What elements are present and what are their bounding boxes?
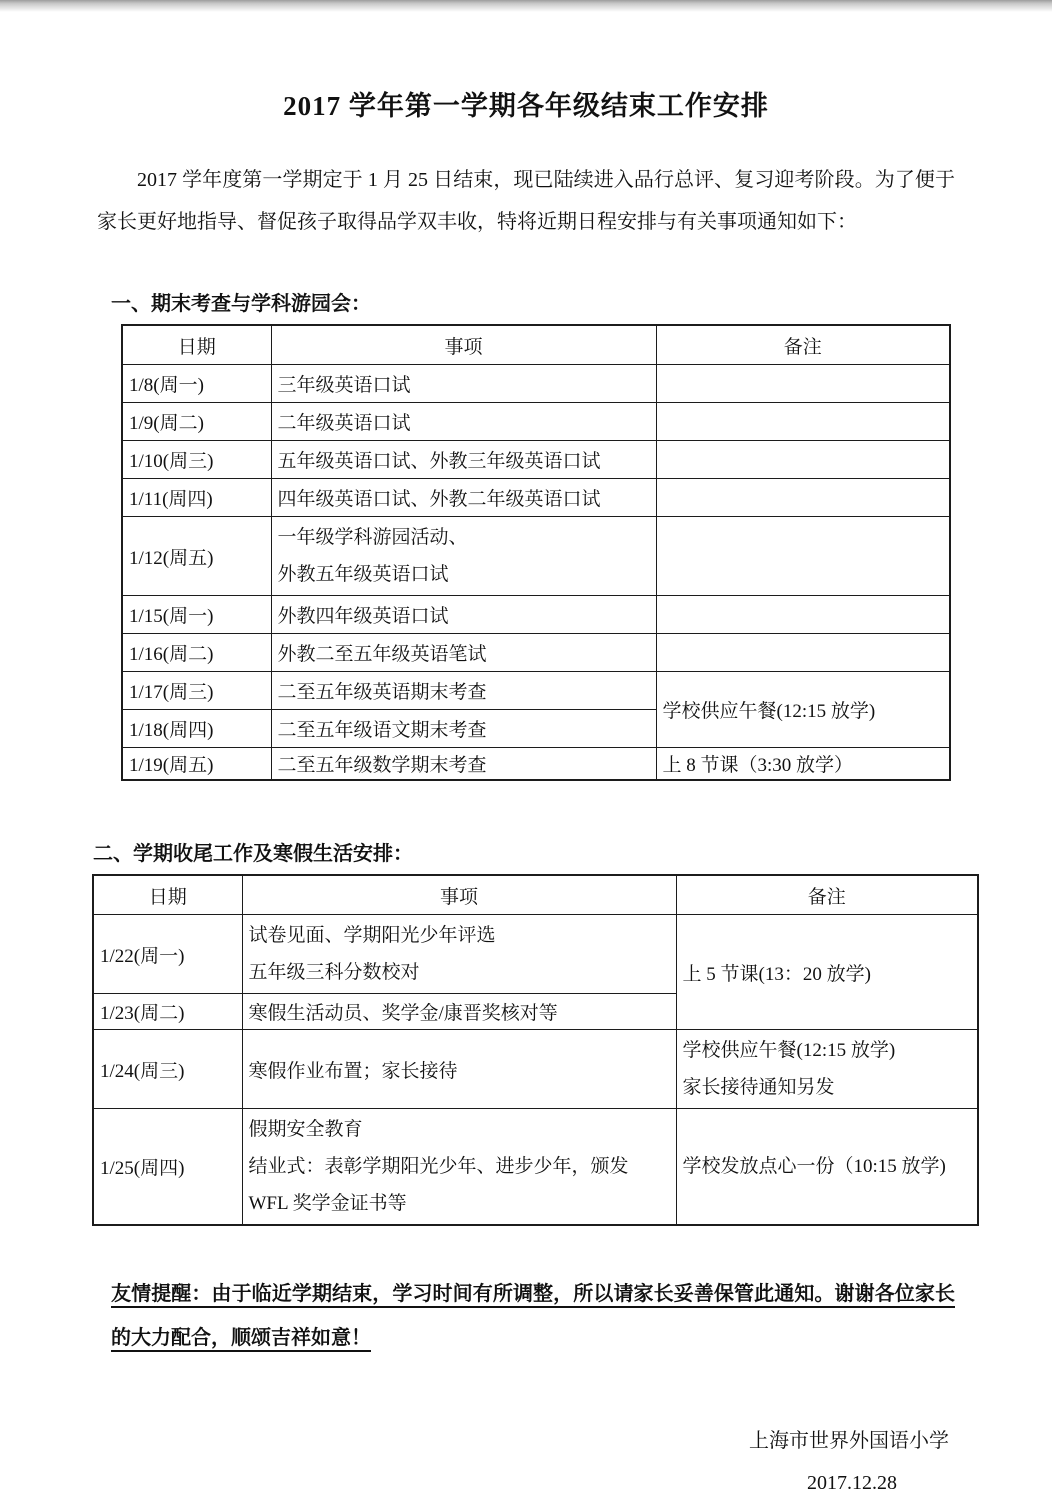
friendly-reminder: 友情提醒：由于临近学期结束，学习时间有所调整，所以请家长妥善保管此通知。谢谢各位家长的大力配合，顺颂吉祥如意！ (111, 1283, 955, 1349)
section2-heading: 二、学期收尾工作及寒假生活安排： (93, 843, 413, 865)
event-cell (242, 915, 676, 994)
event-cell (242, 1109, 676, 1226)
document-title: 2017 学年第一学期各年级结束工作安排 (283, 91, 769, 121)
event-cell: 二至五年级英语期末考查 (271, 672, 656, 710)
signature-block (97, 1426, 955, 1498)
table-row (93, 915, 978, 994)
event-line: 五年级三科分数校对 (248, 962, 420, 983)
note-cell (656, 634, 950, 672)
event-cell: 外教二至五年级英语笔试 (271, 634, 656, 672)
event-cell: 二至五年级数学期末考查 (271, 748, 656, 781)
note-cell (656, 596, 950, 634)
note-cell (656, 517, 950, 596)
table-row (122, 365, 950, 403)
window-top-shadow (0, 0, 1052, 12)
header-event: 事项 (271, 325, 656, 365)
section1-heading: 一、期末考查与学科游园会： (111, 293, 371, 315)
table-row (122, 634, 950, 672)
date-cell: 1/18(周四) (122, 710, 271, 748)
date-cell: 1/10(周三) (122, 441, 271, 479)
date-cell: 1/16(周二) (122, 634, 271, 672)
event-line: 外教五年级英语口试 (277, 564, 449, 585)
date-cell: 1/11(周四) (122, 479, 271, 517)
event-cell: 五年级英语口试、外教三年级英语口试 (271, 441, 656, 479)
note-cell (656, 441, 950, 479)
date-cell: 1/22(周一) (93, 915, 242, 994)
date-cell: 1/25(周四) (93, 1109, 242, 1226)
intro-paragraph: 2017 学年度第一学期定于 1 月 25 日结束，现已陆续进入品行总评、复习迎考阶段。为了便于家长更好地指导、督促孩子取得品学双丰收，特将近期日程安排与有关事项通知如下： (97, 169, 955, 233)
table-row (122, 479, 950, 517)
table-row (122, 672, 950, 710)
semester-end-table (92, 874, 979, 1226)
note-line: 学校发放点心一份（10:15 放学) (682, 1156, 946, 1177)
note-cell-merged: 学校供应午餐(12:15 放学) (656, 672, 950, 748)
table-row (93, 1109, 978, 1226)
date-cell: 1/12(周五) (122, 517, 271, 596)
note-cell (656, 403, 950, 441)
date-cell: 1/24(周三) (93, 1030, 242, 1109)
event-line: 结业式：表彰学期阳光少年、进步少年，颁发 WFL 奖学金证书等 (248, 1156, 629, 1214)
table-header-row (122, 325, 950, 365)
signature-date: 2017.12.28 (807, 1472, 897, 1494)
note-cell (656, 365, 950, 403)
note-cell (676, 1109, 978, 1226)
event-cell: 二年级英语口试 (271, 403, 656, 441)
table-header-row (93, 875, 978, 915)
table-row (122, 517, 950, 596)
note-line: 学校供应午餐(12:15 放学) (682, 1040, 896, 1061)
event-cell (271, 517, 656, 596)
event-cell: 外教四年级英语口试 (271, 596, 656, 634)
note-cell (676, 1030, 978, 1109)
header-date: 日期 (122, 325, 271, 365)
date-cell: 1/8(周一) (122, 365, 271, 403)
date-cell: 1/15(周一) (122, 596, 271, 634)
note-cell: 上 8 节课（3:30 放学） (656, 748, 950, 781)
event-line: 试卷见面、学期阳光少年评选 (248, 925, 496, 946)
header-event: 事项 (242, 875, 676, 915)
date-cell: 1/9(周二) (122, 403, 271, 441)
date-cell: 1/17(周三) (122, 672, 271, 710)
event-cell: 四年级英语口试、外教二年级英语口试 (271, 479, 656, 517)
event-line: 假期安全教育 (248, 1119, 363, 1140)
date-cell: 1/19(周五) (122, 748, 271, 781)
note-line: 家长接待通知另发 (682, 1077, 835, 1098)
header-date: 日期 (93, 875, 242, 915)
exam-schedule-table (121, 324, 951, 781)
note-cell-merged: 上 5 节课(13：20 放学) (676, 915, 978, 1030)
event-line: 一年级学科游园活动、 (277, 527, 468, 548)
header-note: 备注 (656, 325, 950, 365)
event-cell: 二至五年级语文期末考查 (271, 710, 656, 748)
signature-school: 上海市世界外国语小学 (749, 1430, 949, 1452)
date-cell: 1/23(周二) (93, 994, 242, 1030)
table-row (122, 441, 950, 479)
event-cell: 寒假作业布置；家长接待 (242, 1030, 676, 1109)
table-row (122, 403, 950, 441)
event-cell: 三年级英语口试 (271, 365, 656, 403)
header-note: 备注 (676, 875, 978, 915)
table-row (93, 1030, 978, 1109)
note-cell (656, 479, 950, 517)
event-cell: 寒假生活动员、奖学金/康晋奖核对等 (242, 994, 676, 1030)
table-row (122, 748, 950, 781)
table-row (122, 596, 950, 634)
